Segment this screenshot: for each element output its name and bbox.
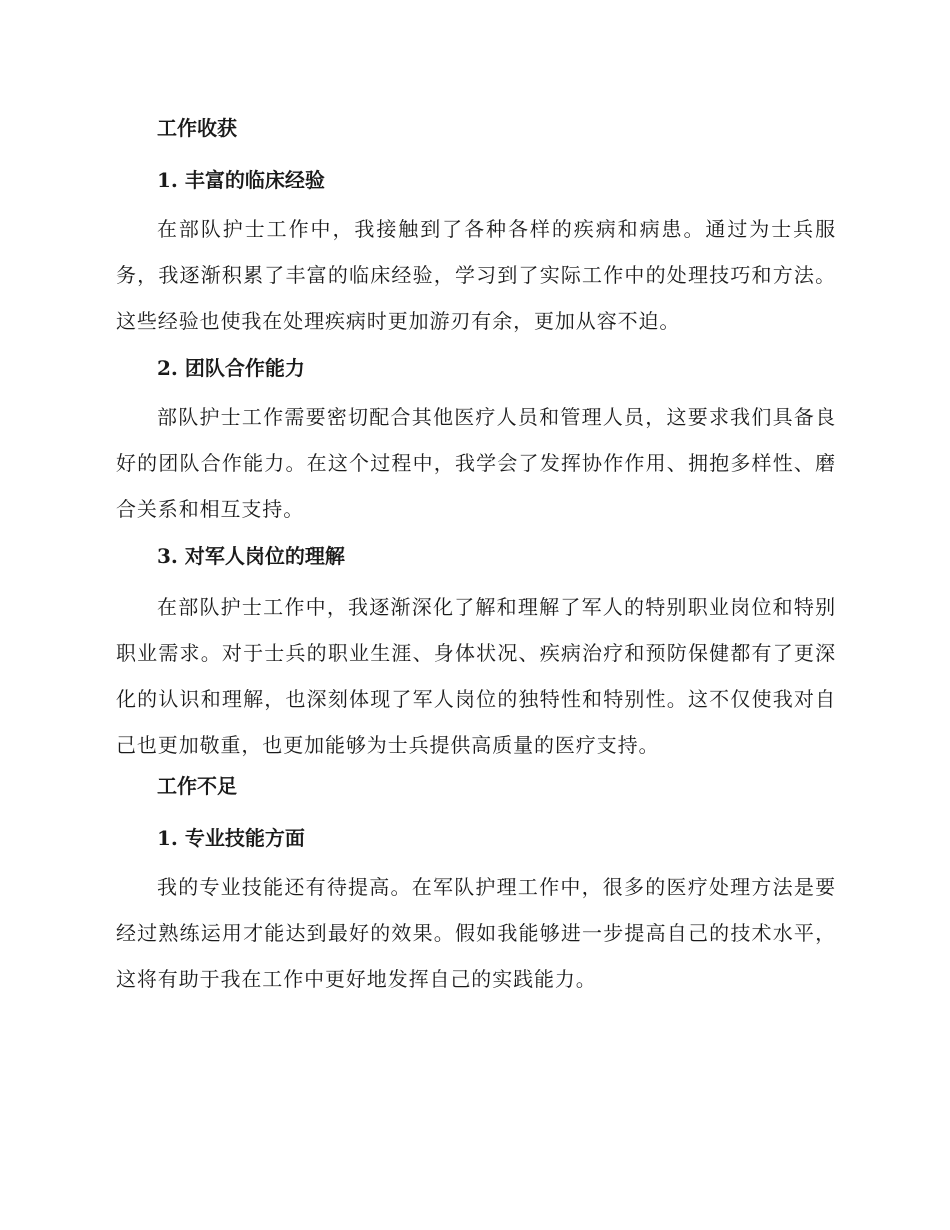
subsection-heading-clinical-experience: 1. 丰富的临床经验 bbox=[157, 168, 325, 192]
section-heading-shortcomings: 工作不足 bbox=[157, 774, 237, 798]
section-heading-work-gains: 工作收获 bbox=[157, 116, 237, 140]
paragraph-teamwork: 部队护士工作需要密切配合其他医疗人员和管理人员，这要求我们具备良好的团队合作能力。在这个过程中，我学会了发挥协作作用、拥抱多样性、磨合关系和相互支持。 bbox=[116, 405, 836, 521]
subsection-heading-military-understanding: 3. 对军人岗位的理解 bbox=[157, 544, 345, 568]
paragraph-military-understanding: 在部队护士工作中，我逐渐深化了解和理解了军人的特别职业岗位和特别职业需求。对于士兵的职业生涯、身体状况、疾病治疗和预防保健都有了更深化的认识和理解，也深刻体现了军人岗位的独特性和特别性。这不仅使我对自己也更加敬重，也更加能够为士兵提供高质量的医疗支持。 bbox=[116, 595, 836, 757]
paragraph-professional-skills: 我的专业技能还有待提高。在军队护理工作中，很多的医疗处理方法是要经过熟练运用才能达到最好的效果。假如我能够进一步提高自己的技术水平，这将有助于我在工作中更好地发挥自己的实践能力。 bbox=[116, 875, 836, 991]
paragraph-clinical-experience: 在部队护士工作中，我接触到了各种各样的疾病和病患。通过为士兵服务，我逐渐积累了丰富的临床经验，学习到了实际工作中的处理技巧和方法。这些经验也使我在处理疾病时更加游刃有余，更加从容不迫。 bbox=[116, 217, 836, 333]
subsection-heading-teamwork: 2. 团队合作能力 bbox=[157, 356, 305, 380]
subsection-heading-professional-skills: 1. 专业技能方面 bbox=[157, 826, 305, 850]
